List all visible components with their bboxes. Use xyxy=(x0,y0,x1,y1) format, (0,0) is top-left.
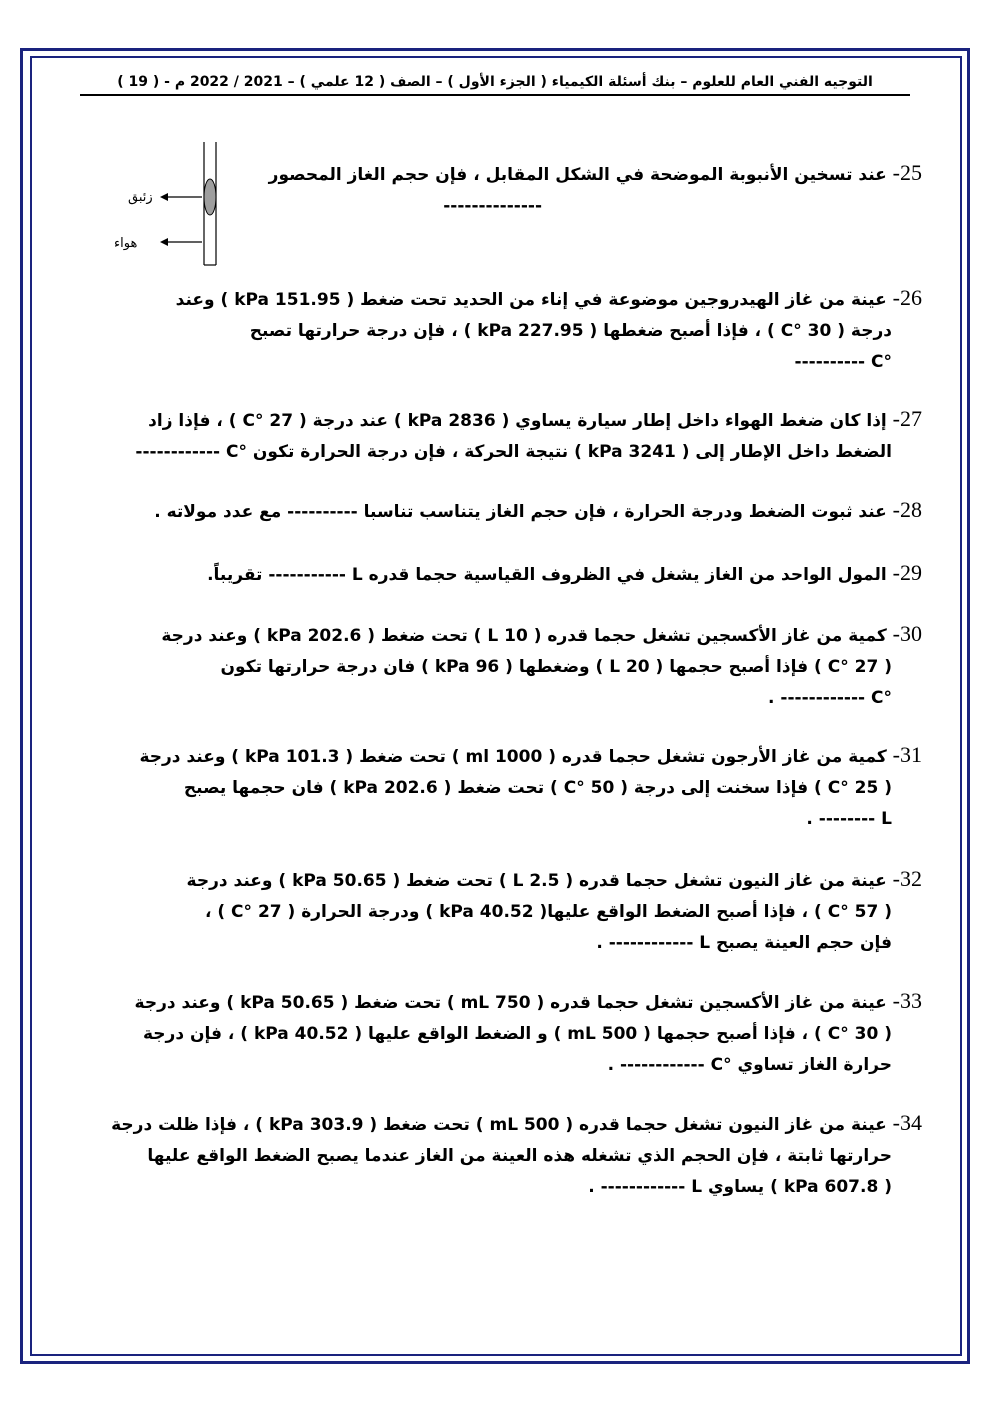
question-number: 33- xyxy=(892,988,922,1013)
question-text: إذا كان ضغط الهواء داخل إطار سيارة يساوي ( 2836 kPa ) عند درجة ( 27 °C ) ، فإذا زاد xyxy=(148,411,887,431)
question-number: 26- xyxy=(892,285,922,310)
question-27 xyxy=(135,403,922,468)
question-number: 30- xyxy=(892,621,922,646)
question-number: 25- xyxy=(892,160,922,185)
question-30 xyxy=(161,618,922,714)
answer-blank: °C ---------- xyxy=(794,352,892,372)
question-number: 28- xyxy=(892,497,922,522)
question-29 xyxy=(207,557,922,591)
question-text: كمية من غاز الأرجون تشغل حجما قدره ( 1000 ml ) تحت ضغط ( 101.3 kPa ) وعند درجة xyxy=(139,747,887,767)
question-34 xyxy=(111,1107,922,1203)
answer-blank: حرارة الغاز تساوي °C ------------ . xyxy=(607,1055,892,1075)
answer-blank: °C ------------ . xyxy=(768,688,892,708)
question-text: عينة من غاز الهيدروجين موضوعة في إناء من الحديد تحت ضغط ( 151.95 kPa ) وعند xyxy=(175,290,887,310)
question-text: ( 30 °C ) ، فإذا أصبح حجمها ( 500 mL ) و الضغط الواقع عليها ( 40.52 kPa ) ، فإن درجة xyxy=(142,1024,892,1044)
question-26 xyxy=(176,282,922,378)
question-number: 29- xyxy=(892,560,922,585)
question-text: عند تسخين الأنبوبة الموضحة في الشكل المقابل ، فإن حجم الغاز المحصور xyxy=(268,165,887,185)
question-text: عند ثبوت الضغط ودرجة الحرارة ، فإن حجم الغاز يتناسب تناسبا ---------- مع عدد مولاته . xyxy=(154,502,887,522)
question-number: 27- xyxy=(892,406,922,431)
mercury-label: زئبق xyxy=(128,190,153,205)
question-number: 34- xyxy=(892,1110,922,1135)
question-text: ( 57 °C ) ، فإذا أصبح الضغط الواقع عليها( 40.52 kPa ) ودرجة الحرارة ( 27 °C ) ، xyxy=(204,902,892,922)
answer-blank: -------------- xyxy=(443,196,542,216)
question-text: كمية من غاز الأكسجين تشغل حجما قدره ( 10 L ) تحت ضغط ( 202.6 kPa ) وعند درجة xyxy=(161,626,887,646)
question-28 xyxy=(154,494,922,528)
mercury-drop xyxy=(204,179,216,215)
question-text: عينة من غاز النيون تشغل حجما قدره ( 500 mL ) تحت ضغط ( 303.9 kPa ) ، فإذا ظلت درجة xyxy=(111,1115,887,1135)
question-text: المول الواحد من الغاز يشغل في الظروف القياسية حجما قدره L ----------- تقريباً. xyxy=(207,565,887,585)
question-number: 32- xyxy=(892,866,922,891)
question-31 xyxy=(139,739,922,835)
question-text: عينة من غاز الأكسجين تشغل حجما قدره ( 750 mL ) تحت ضغط ( 50.65 kPa ) وعند درجة xyxy=(134,993,887,1013)
answer-blank: فإن حجم العينة يصبح L ------------ . xyxy=(596,933,892,953)
question-text: درجة ( 30 °C ) ، فإذا أصبح ضغطها ( 227.95 kPa ) ، فإن درجة حرارتها تصبح xyxy=(249,321,892,341)
question-text: ( 25 °C ) فإذا سخنت إلى درجة ( 50 °C ) تحت ضغط ( 202.6 kPa ) فان حجمها يصبح xyxy=(183,778,892,798)
answer-blank: L -------- . xyxy=(806,809,892,829)
answer-blank: ( 607.8 kPa ) يساوي L ------------ . xyxy=(588,1177,892,1197)
question-number: 31- xyxy=(892,742,922,767)
question-text: الضغط داخل الإطار إلى ( 3241 kPa ) نتيجة الحركة ، فإن درجة الحرارة تكون °C ------------ xyxy=(135,442,892,462)
question-text: ( 27 °C ) فإذا أصبح حجمها ( 20 L ) وضغطها ( 96 kPa ) فان درجة حرارتها تكون xyxy=(220,657,892,677)
question-32 xyxy=(187,863,922,959)
question-text: عينة من غاز النيون تشغل حجما قدره ( 2.5 L ) تحت ضغط ( 50.65 kPa ) وعند درجة xyxy=(186,871,887,891)
air-label: هواء xyxy=(114,236,138,251)
question-text: حرارتها ثابتة ، فإن الحجم الذي تشغله هذه العينة من الغاز عندما يصبح الضغط الواقع عليها xyxy=(147,1146,892,1166)
page-header: التوجيه الفني العام للعلوم – بنك أسئلة الكيمياء ( الجزء الأول ) – الصف ( 12 علمي ) – 2021 / 2022 م - ( 19 ) xyxy=(80,74,910,96)
question-33 xyxy=(135,985,922,1081)
question-25 xyxy=(269,157,922,222)
